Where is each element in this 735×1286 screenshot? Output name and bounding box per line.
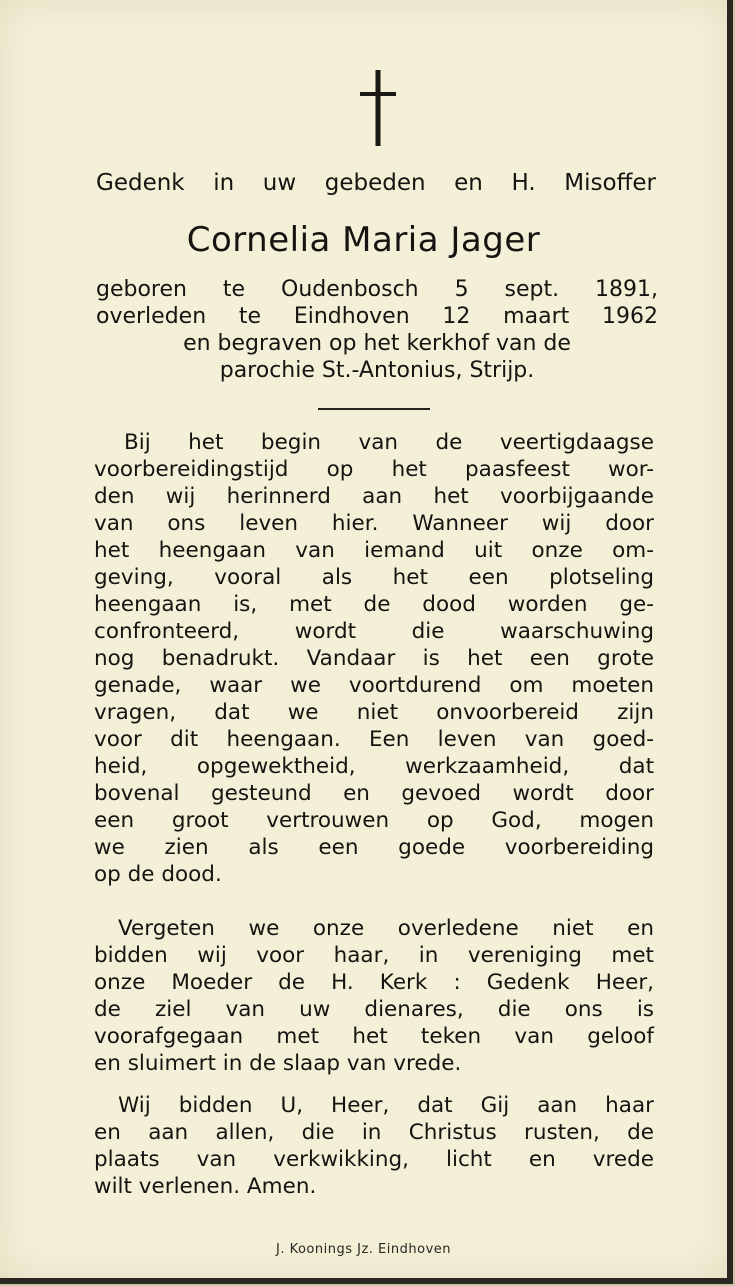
text-line: genade, waar we voortdurend om moeten bbox=[94, 673, 654, 698]
closing-prayer-paragraph bbox=[94, 1092, 654, 1200]
birth-line: geboren te Oudenbosch 5 sept. 1891, bbox=[96, 277, 658, 302]
text-line: geving, vooral als het een plotseling bbox=[94, 565, 654, 590]
death-line: overleden te Eindhoven 12 maart 1962 bbox=[96, 304, 658, 329]
meditation-paragraph bbox=[94, 429, 654, 888]
parish-line: parochie St.-Antonius, Strijp. bbox=[219, 358, 535, 383]
text-line: van ons leven hier. Wanneer wij door bbox=[94, 511, 654, 536]
text-line: en sluimert in de slaap van vrede. bbox=[94, 1051, 462, 1076]
text-line: voor dit heengaan. Een leven van goed- bbox=[94, 727, 654, 752]
printer-imprint: J. Koonings Jz. Eindhoven bbox=[276, 1242, 451, 1257]
text-line: bidden wij voor haar, in vereniging met bbox=[94, 943, 654, 968]
text-line: den wij herinnerd aan het voorbijgaande bbox=[94, 484, 654, 509]
text-line: nog benadrukt. Vandaar is het een grote bbox=[94, 646, 654, 671]
text-line: het heengaan van iemand uit onze om- bbox=[94, 538, 654, 563]
text-line: de ziel van uw dienares, die ons is bbox=[94, 997, 654, 1022]
text-line: onze Moeder de H. Kerk : Gedenk Heer, bbox=[94, 970, 654, 995]
text-line: Vergeten we onze overledene niet en bbox=[118, 916, 654, 941]
text-line: Wij bidden U, Heer, dat Gij aan haar bbox=[118, 1093, 654, 1118]
text-line: en aan allen, die in Christus rusten, de bbox=[94, 1120, 654, 1145]
text-line: voorbereidingstijd op het paasfeest wor- bbox=[94, 457, 654, 482]
text-line: plaats van verkwikking, licht en vrede bbox=[94, 1147, 654, 1172]
text-line: Bij het begin van de veertigdaagse bbox=[124, 430, 654, 455]
text-line: confronteerd, wordt die waarschuwing bbox=[94, 619, 654, 644]
text-line: heengaan is, met de dood worden ge- bbox=[94, 592, 654, 617]
burial-line: en begraven op het kerkhof van de bbox=[183, 331, 571, 356]
life-dates bbox=[96, 276, 658, 384]
text-line: op de dood. bbox=[94, 862, 222, 887]
prayer-request-heading: Gedenk in uw gebeden en H. Misoffer bbox=[96, 170, 656, 196]
remembrance-paragraph bbox=[94, 915, 654, 1077]
text-line: heid, opgewektheid, werkzaamheid, dat bbox=[94, 754, 654, 779]
text-line: een groot vertrouwen op God, mogen bbox=[94, 808, 654, 833]
deceased-name: Cornelia Maria Jager bbox=[186, 220, 541, 260]
divider bbox=[318, 408, 430, 410]
text-line: voorafgegaan met het teken van geloof bbox=[94, 1024, 654, 1049]
text-line: bovenal gesteund en gevoed wordt door bbox=[94, 781, 654, 806]
text-line: vragen, dat we niet onvoorbereid zijn bbox=[94, 700, 654, 725]
text-line: we zien als een goede voorbereiding bbox=[94, 835, 654, 860]
text-line: wilt verlenen. Amen. bbox=[94, 1174, 317, 1199]
cross-icon bbox=[358, 70, 398, 146]
